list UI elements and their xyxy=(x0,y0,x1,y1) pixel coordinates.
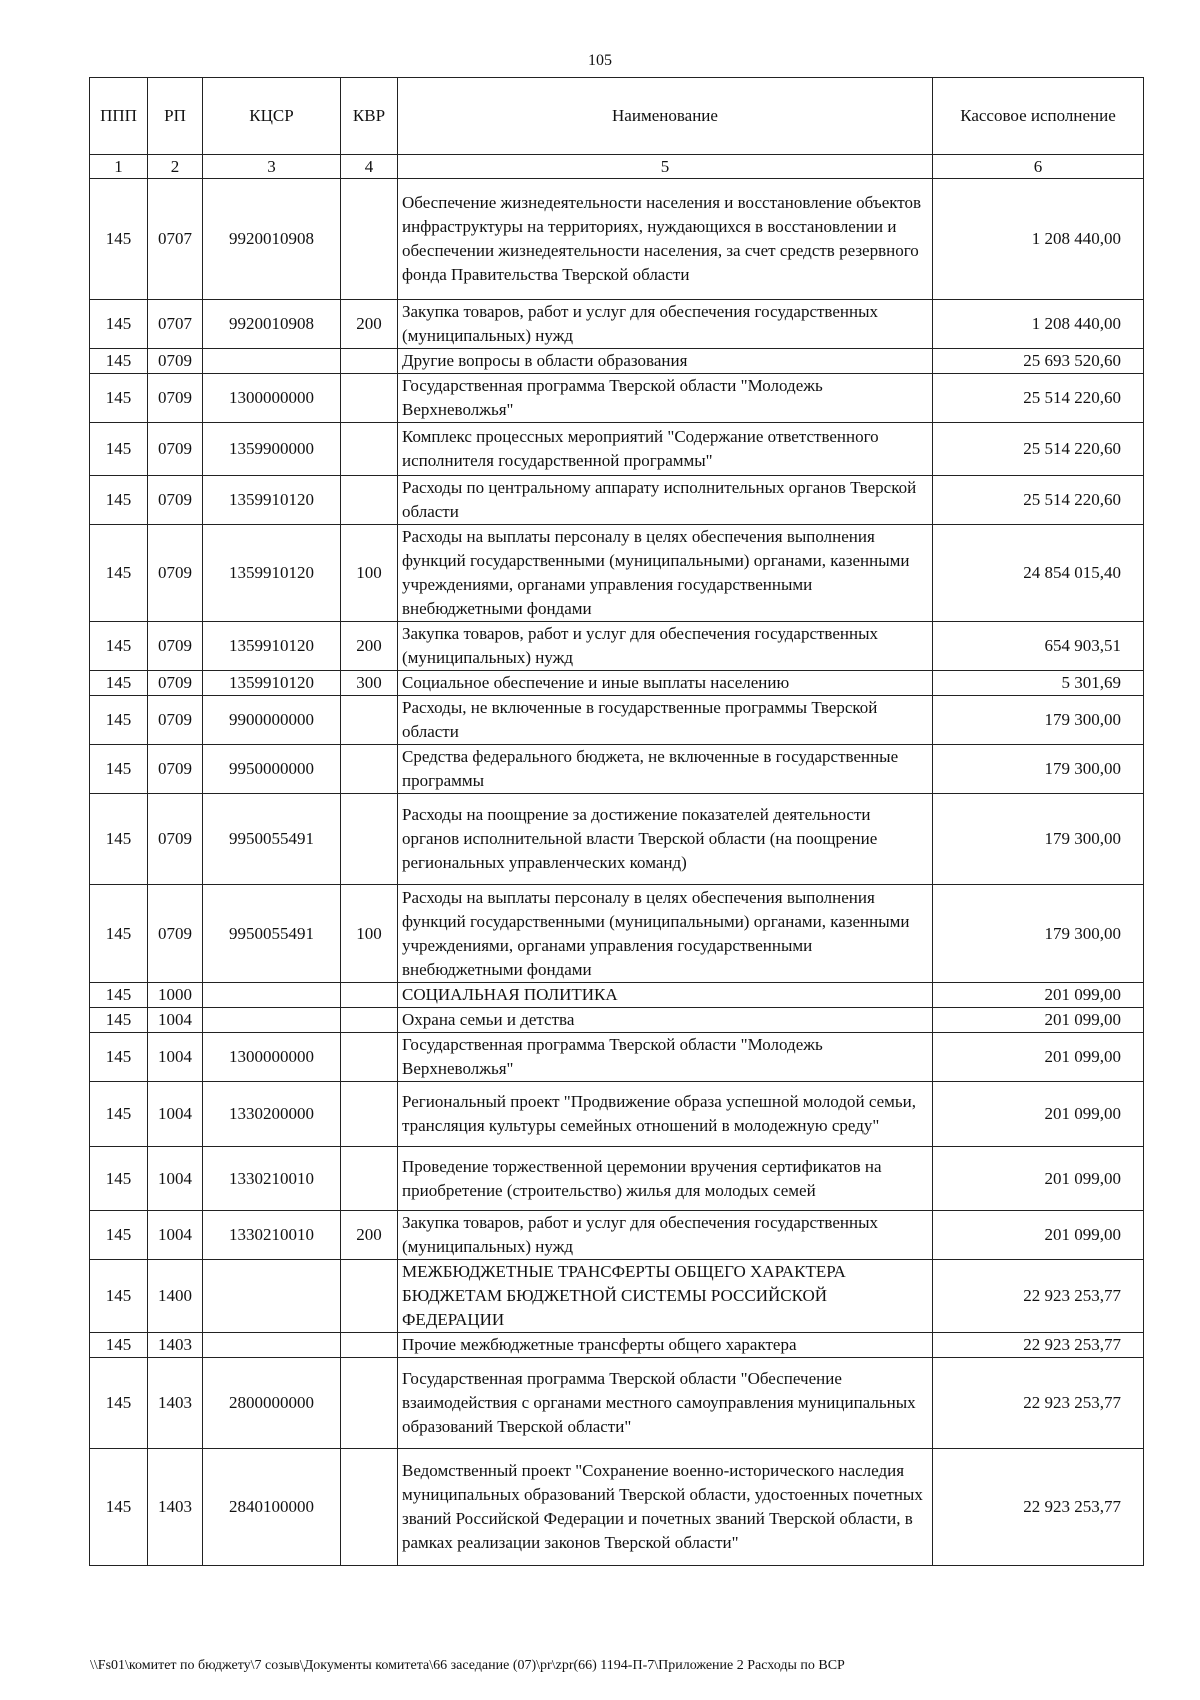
cell-amount: 179 300,00 xyxy=(933,885,1144,983)
cell-rp: 0709 xyxy=(148,794,203,885)
cell-amount: 25 693 520,60 xyxy=(933,349,1144,374)
cell-ppp: 145 xyxy=(90,423,148,476)
cell-kvr xyxy=(341,1333,398,1358)
cell-ppp: 145 xyxy=(90,349,148,374)
cell-rp: 1403 xyxy=(148,1358,203,1449)
cell-amount: 25 514 220,60 xyxy=(933,476,1144,525)
column-number: 1 xyxy=(90,155,148,179)
column-number: 3 xyxy=(203,155,341,179)
cell-rp: 1004 xyxy=(148,1147,203,1211)
cell-kcsr: 1300000000 xyxy=(203,374,341,423)
cell-kcsr: 1330210010 xyxy=(203,1147,341,1211)
cell-name: Обеспечение жизнедеятельности населения и восстановление объектов инфраструктуры на территориях, нуждающихся в восстановлении и обеспечении жизнедеятельности населения, за счет средств резервного фонда Правительства Тверской области xyxy=(398,179,933,300)
cell-name: Прочие межбюджетные трансферты общего характера xyxy=(398,1333,933,1358)
table-row xyxy=(90,1449,1144,1566)
cell-kcsr xyxy=(203,1260,341,1333)
cell-name: Государственная программа Тверской области "Молодежь Верхневолжья" xyxy=(398,1033,933,1082)
header-rp: РП xyxy=(148,78,203,155)
cell-ppp: 145 xyxy=(90,794,148,885)
table-row xyxy=(90,671,1144,696)
cell-rp: 0707 xyxy=(148,179,203,300)
table-row xyxy=(90,374,1144,423)
cell-amount: 201 099,00 xyxy=(933,983,1144,1008)
cell-amount: 25 514 220,60 xyxy=(933,423,1144,476)
cell-kcsr: 9950000000 xyxy=(203,745,341,794)
cell-amount: 201 099,00 xyxy=(933,1008,1144,1033)
header-amount: Кассовое исполнение xyxy=(933,78,1144,155)
cell-rp: 0709 xyxy=(148,374,203,423)
cell-kcsr xyxy=(203,1333,341,1358)
cell-kcsr xyxy=(203,1008,341,1033)
cell-kcsr: 1330200000 xyxy=(203,1082,341,1147)
table-row xyxy=(90,794,1144,885)
cell-name: Охрана семьи и детства xyxy=(398,1008,933,1033)
cell-name: Комплекс процессных мероприятий "Содержание ответственного исполнителя государственной программы" xyxy=(398,423,933,476)
cell-name: Закупка товаров, работ и услуг для обеспечения государственных (муниципальных) нужд xyxy=(398,622,933,671)
cell-ppp: 145 xyxy=(90,1008,148,1033)
cell-rp: 0707 xyxy=(148,300,203,349)
cell-name: СОЦИАЛЬНАЯ ПОЛИТИКА xyxy=(398,983,933,1008)
column-number: 5 xyxy=(398,155,933,179)
cell-name: Средства федерального бюджета, не включенные в государственные программы xyxy=(398,745,933,794)
cell-rp: 0709 xyxy=(148,671,203,696)
cell-kvr: 100 xyxy=(341,885,398,983)
cell-amount: 179 300,00 xyxy=(933,696,1144,745)
cell-ppp: 145 xyxy=(90,622,148,671)
column-number: 4 xyxy=(341,155,398,179)
cell-amount: 24 854 015,40 xyxy=(933,525,1144,622)
table-body xyxy=(90,179,1144,1566)
header-kvr: КВР xyxy=(341,78,398,155)
cell-name: Закупка товаров, работ и услуг для обеспечения государственных (муниципальных) нужд xyxy=(398,1211,933,1260)
cell-amount: 1 208 440,00 xyxy=(933,179,1144,300)
cell-kcsr: 1300000000 xyxy=(203,1033,341,1082)
table-row xyxy=(90,476,1144,525)
cell-amount: 1 208 440,00 xyxy=(933,300,1144,349)
cell-kvr: 300 xyxy=(341,671,398,696)
cell-rp: 1400 xyxy=(148,1260,203,1333)
file-path-footer: \\Fs01\комитет по бюджету\7 созыв\Документы комитета\66 заседание (07)\pr\zpr(66) 1194-П-7\Приложение 2 Расходы по ВСР xyxy=(90,1658,845,1673)
cell-amount: 201 099,00 xyxy=(933,1147,1144,1211)
cell-name: Расходы на поощрение за достижение показателей деятельности органов исполнительной власти Тверской области (на поощрение региональных управленческих команд) xyxy=(398,794,933,885)
cell-amount: 201 099,00 xyxy=(933,1211,1144,1260)
cell-ppp: 145 xyxy=(90,1147,148,1211)
cell-ppp: 145 xyxy=(90,179,148,300)
cell-kvr xyxy=(341,374,398,423)
table-row xyxy=(90,525,1144,622)
cell-amount: 22 923 253,77 xyxy=(933,1449,1144,1566)
cell-kvr xyxy=(341,1358,398,1449)
cell-kcsr: 2800000000 xyxy=(203,1358,341,1449)
table-row xyxy=(90,179,1144,300)
cell-rp: 1000 xyxy=(148,983,203,1008)
cell-kcsr xyxy=(203,983,341,1008)
cell-kvr xyxy=(341,1449,398,1566)
cell-kcsr: 1359910120 xyxy=(203,525,341,622)
cell-amount: 654 903,51 xyxy=(933,622,1144,671)
cell-kvr xyxy=(341,1260,398,1333)
cell-amount: 22 923 253,77 xyxy=(933,1358,1144,1449)
cell-kvr xyxy=(341,476,398,525)
cell-ppp: 145 xyxy=(90,1358,148,1449)
cell-kvr xyxy=(341,1008,398,1033)
cell-rp: 0709 xyxy=(148,622,203,671)
cell-ppp: 145 xyxy=(90,1033,148,1082)
cell-name: Социальное обеспечение и иные выплаты населению xyxy=(398,671,933,696)
column-number: 2 xyxy=(148,155,203,179)
cell-name: Государственная программа Тверской области "Обеспечение взаимодействия с органами местного самоуправления муниципальных образований Тверской области" xyxy=(398,1358,933,1449)
cell-kcsr: 9950055491 xyxy=(203,794,341,885)
cell-rp: 0709 xyxy=(148,476,203,525)
cell-rp: 1004 xyxy=(148,1211,203,1260)
cell-rp: 1004 xyxy=(148,1082,203,1147)
cell-ppp: 145 xyxy=(90,1449,148,1566)
cell-rp: 0709 xyxy=(148,349,203,374)
cell-name: Закупка товаров, работ и услуг для обеспечения государственных (муниципальных) нужд xyxy=(398,300,933,349)
cell-kcsr: 1330210010 xyxy=(203,1211,341,1260)
cell-kvr: 200 xyxy=(341,1211,398,1260)
cell-kcsr xyxy=(203,349,341,374)
table-row xyxy=(90,1147,1144,1211)
cell-amount: 22 923 253,77 xyxy=(933,1260,1144,1333)
cell-kcsr: 1359900000 xyxy=(203,423,341,476)
cell-ppp: 145 xyxy=(90,525,148,622)
cell-name: Расходы на выплаты персоналу в целях обеспечения выполнения функций государственными (муниципальными) органами, казенными учреждениями, органами управления государственными внебюджетными фондами xyxy=(398,885,933,983)
cell-kcsr: 9920010908 xyxy=(203,179,341,300)
cell-rp: 1403 xyxy=(148,1333,203,1358)
cell-kvr: 100 xyxy=(341,525,398,622)
cell-rp: 0709 xyxy=(148,885,203,983)
cell-rp: 1403 xyxy=(148,1449,203,1566)
cell-kvr xyxy=(341,349,398,374)
cell-kvr xyxy=(341,1033,398,1082)
table-row xyxy=(90,1211,1144,1260)
table-row xyxy=(90,983,1144,1008)
cell-name: Расходы, не включенные в государственные программы Тверской области xyxy=(398,696,933,745)
column-number: 6 xyxy=(933,155,1144,179)
cell-ppp: 145 xyxy=(90,885,148,983)
table-row xyxy=(90,1333,1144,1358)
cell-amount: 201 099,00 xyxy=(933,1033,1144,1082)
cell-amount: 179 300,00 xyxy=(933,745,1144,794)
table-row xyxy=(90,1033,1144,1082)
budget-table xyxy=(89,77,1144,1566)
column-number-row xyxy=(90,155,1144,179)
header-row xyxy=(90,78,1144,155)
cell-name: Другие вопросы в области образования xyxy=(398,349,933,374)
cell-rp: 0709 xyxy=(148,696,203,745)
cell-kcsr: 1359910120 xyxy=(203,671,341,696)
cell-rp: 0709 xyxy=(148,745,203,794)
cell-kcsr: 9900000000 xyxy=(203,696,341,745)
cell-ppp: 145 xyxy=(90,1260,148,1333)
table-row xyxy=(90,696,1144,745)
table-row xyxy=(90,745,1144,794)
cell-amount: 25 514 220,60 xyxy=(933,374,1144,423)
cell-kvr xyxy=(341,983,398,1008)
cell-kvr xyxy=(341,423,398,476)
cell-kvr: 200 xyxy=(341,622,398,671)
cell-name: Региональный проект "Продвижение образа успешной молодой семьи, трансляция культуры семейных отношений в молодежную среду" xyxy=(398,1082,933,1147)
cell-kcsr: 9950055491 xyxy=(203,885,341,983)
cell-rp: 0709 xyxy=(148,423,203,476)
cell-kvr xyxy=(341,745,398,794)
cell-rp: 0709 xyxy=(148,525,203,622)
table-row xyxy=(90,1260,1144,1333)
cell-ppp: 145 xyxy=(90,696,148,745)
cell-name: Ведомственный проект "Сохранение военно-исторического наследия муниципальных образований Тверской области, удостоенных почетных званий Российской Федерации и почетных званий Тверской области, в рамках реализации законов Тверской области" xyxy=(398,1449,933,1566)
header-name: Наименование xyxy=(398,78,933,155)
cell-kcsr: 1359910120 xyxy=(203,622,341,671)
cell-ppp: 145 xyxy=(90,983,148,1008)
cell-kcsr: 1359910120 xyxy=(203,476,341,525)
table-row xyxy=(90,349,1144,374)
cell-name: МЕЖБЮДЖЕТНЫЕ ТРАНСФЕРТЫ ОБЩЕГО ХАРАКТЕРА БЮДЖЕТАМ БЮДЖЕТНОЙ СИСТЕМЫ РОССИЙСКОЙ ФЕДЕРАЦИИ xyxy=(398,1260,933,1333)
cell-name: Государственная программа Тверской области "Молодежь Верхневолжья" xyxy=(398,374,933,423)
cell-ppp: 145 xyxy=(90,745,148,794)
cell-rp: 1004 xyxy=(148,1033,203,1082)
cell-amount: 179 300,00 xyxy=(933,794,1144,885)
table-row xyxy=(90,622,1144,671)
cell-kcsr: 9920010908 xyxy=(203,300,341,349)
table-row xyxy=(90,300,1144,349)
cell-ppp: 145 xyxy=(90,1211,148,1260)
cell-ppp: 145 xyxy=(90,1333,148,1358)
cell-kvr xyxy=(341,696,398,745)
cell-kvr xyxy=(341,1082,398,1147)
cell-ppp: 145 xyxy=(90,374,148,423)
cell-kvr xyxy=(341,1147,398,1211)
cell-amount: 201 099,00 xyxy=(933,1082,1144,1147)
cell-kcsr: 2840100000 xyxy=(203,1449,341,1566)
table-row xyxy=(90,1008,1144,1033)
cell-ppp: 145 xyxy=(90,1082,148,1147)
cell-ppp: 145 xyxy=(90,300,148,349)
cell-amount: 22 923 253,77 xyxy=(933,1333,1144,1358)
table-row xyxy=(90,1082,1144,1147)
table-row xyxy=(90,1358,1144,1449)
cell-rp: 1004 xyxy=(148,1008,203,1033)
cell-amount: 5 301,69 xyxy=(933,671,1144,696)
cell-kvr: 200 xyxy=(341,300,398,349)
page-number: 105 xyxy=(588,52,612,69)
header-ppp: ППП xyxy=(90,78,148,155)
header-kcsr: КЦСР xyxy=(203,78,341,155)
cell-name: Расходы по центральному аппарату исполнительных органов Тверской области xyxy=(398,476,933,525)
table-row xyxy=(90,885,1144,983)
cell-name: Проведение торжественной церемонии вручения сертификатов на приобретение (строительство) жилья для молодых семей xyxy=(398,1147,933,1211)
cell-name: Расходы на выплаты персоналу в целях обеспечения выполнения функций государственными (муниципальными) органами, казенными учреждениями, органами управления государственными внебюджетными фондами xyxy=(398,525,933,622)
cell-ppp: 145 xyxy=(90,476,148,525)
cell-kvr xyxy=(341,794,398,885)
cell-ppp: 145 xyxy=(90,671,148,696)
cell-kvr xyxy=(341,179,398,300)
table-row xyxy=(90,423,1144,476)
